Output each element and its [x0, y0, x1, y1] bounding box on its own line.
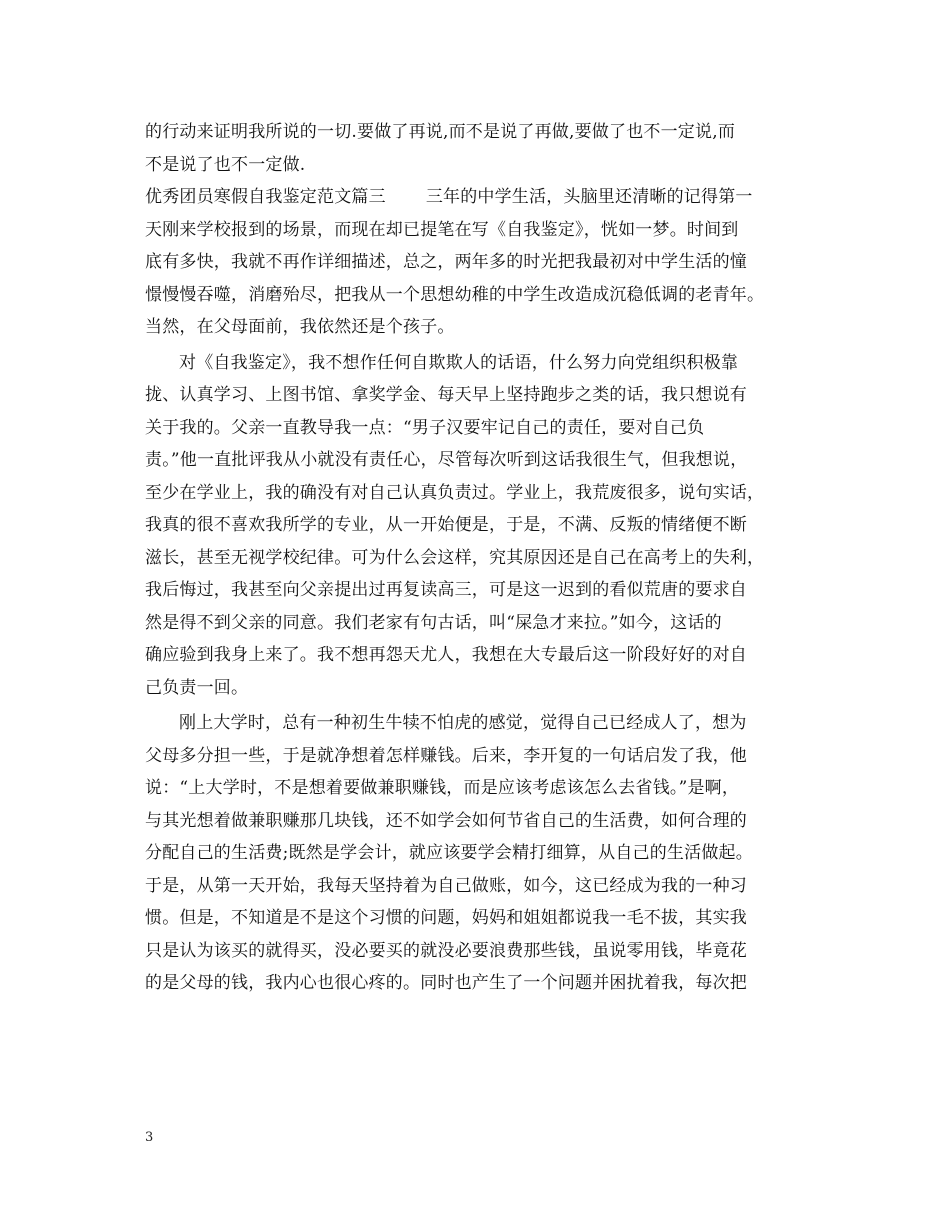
text-line: 的是父母的钱，我内心也很心疼的。同时也产生了一个问题并困扰着我，每次把 [145, 973, 747, 993]
text-line: 我真的很不喜欢我所学的专业，从一开始便是，于是，不满、反叛的情绪便不断 [145, 515, 747, 535]
text-line: 分配自己的生活费;既然是学会计，就应该要学会精打细算，从自己的生活做起。 [145, 843, 753, 863]
paragraph-first-line: 刚上大学时，总有一种初生牛犊不怕虎的感觉，觉得自己已经成人了，想为 [179, 713, 747, 733]
text-line: 的行动来证明我所说的一切.要做了再说,而不是说了再做,要做了也不一定说,而 [145, 122, 736, 142]
text-line: 惯。但是，不知道是不是这个习惯的问题，妈妈和姐姐都说我一毛不拔，其实我 [145, 908, 747, 928]
text-line: 至少在学业上，我的确没有对自己认真负责过。学业上，我荒废很多，说句实话， [145, 482, 765, 503]
text-line: 底有多快，我就不再作详细描述，总之，两年多的时光把我最初对中学生活的憧 [145, 252, 747, 272]
text-line: 己负责一回。 [145, 677, 249, 698]
section-heading-line [145, 181, 825, 214]
text-line: 父母多分担一些，于是就净想着怎样赚钱。后来，李开复的一句话启发了我，他 [145, 745, 747, 766]
text-line: 责。”他一直批评我从小就没有责任心，尽管每次听到这话我很生气，但我想说， [145, 450, 748, 470]
text-line: 我后悔过，我甚至向父亲提出过再复读高三，可是这一迟到的看似荒唐的要求自 [145, 580, 747, 600]
text-line: 只是认为该买的就得买，没必要买的就没必要浪费那些钱，虽说零用钱，毕竟花 [145, 940, 747, 961]
text-line: 关于我的。父亲一直教导我一点：“男子汉要牢记自己的责任，要对自己负 [145, 417, 705, 438]
page-number: 3 [145, 1130, 154, 1145]
text-line: 于是，从第一天开始，我每天坚持着为自己做账，如今，这已经成为我的一种习 [145, 875, 747, 896]
section-title: 优秀团员寒假自我鉴定范文篇三 [145, 187, 386, 207]
text-line: 当然，在父母面前，我依然还是个孩子。 [145, 317, 455, 337]
document-body [145, 116, 825, 1000]
text-line: 与其光想着做兼职赚那几块钱，还不如学会如何节省自己的生活费，如何合理的 [145, 810, 747, 831]
text-line: 天刚来学校报到的场景，而现在却已提笔在写《自我鉴定》，恍如一梦。时间到 [145, 219, 739, 240]
text-line: 滋长，甚至无视学校纪律。可为什么会这样，究其原因还是自己在高考上的失利， [145, 547, 765, 568]
text-line: 拢、认真学习、上图书馆、拿奖学金、每天早上坚持跑步之类的话，我只想说有 [145, 385, 747, 405]
paragraph-first-line: 对《自我鉴定》，我不想作任何自欺欺人的话语，什么努力向党组织积极靠 [179, 352, 739, 373]
text-line: 不是说了也不一定做. [145, 154, 306, 175]
text-line: 憬慢慢吞噬，消磨殆尽，把我从一个思想幼稚的中学生改造成沉稳低调的老青年。 [145, 284, 765, 305]
text-line: 确应验到我身上来了。我不想再怨天尤人，我想在大专最后这一阶段好好的对自 [145, 645, 747, 665]
text-line: 然是得不到父亲的同意。我们老家有句古话，叫“屎急才来拉。”如今，这话的 [145, 612, 722, 633]
text-line: 三年的中学生活，头脑里还清晰的记得第一 [425, 187, 753, 207]
text-line: 说：“上大学时，不是想着要做兼职赚钱，而是应该考虑该怎么去省钱。”是啊， [145, 778, 740, 798]
